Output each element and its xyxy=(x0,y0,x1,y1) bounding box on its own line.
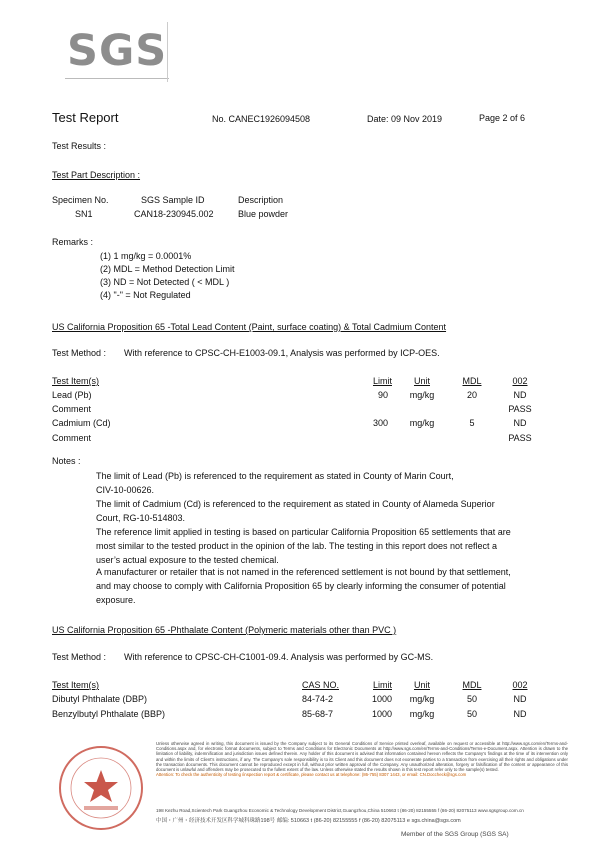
authenticity-note: Attention: To check the authenticity of testing /inspection report & certificate, please contact us at telephone: (86-755) 8307 1443, or email: CN.Doccheck@sgs.com xyxy=(156,772,467,778)
table2-result: ND xyxy=(513,694,527,704)
test-part-heading: Test Part Description : xyxy=(52,170,141,180)
specimen-value: SN1 xyxy=(75,209,93,219)
section2-method-text: With reference to CPSC-CH-C1001-09.4. Analysis was performed by GC-MS. xyxy=(124,652,434,662)
table2-unit: mg/kg xyxy=(409,709,435,719)
remark-item: (1) 1 mg/kg = 0.0001% xyxy=(100,251,192,261)
table2-unit: mg/kg xyxy=(409,694,435,704)
test-results-label: Test Results : xyxy=(52,141,107,151)
section2-method-label: Test Method : xyxy=(52,652,107,662)
logo-divider xyxy=(65,78,169,79)
footer-disclaimer xyxy=(156,741,568,777)
table1-result: PASS xyxy=(508,404,532,414)
table2-header-result: 002 xyxy=(512,680,528,690)
table2-limit: 1000 xyxy=(371,709,392,719)
note-line: The limit of Lead (Pb) is referenced to the requirement as stated in County of Marin Court, xyxy=(96,471,454,481)
note-line: and may choose to comply with California Proposition 65 by clearly informing the consumer of potential xyxy=(96,581,506,591)
report-date: Date: 09 Nov 2019 xyxy=(367,114,443,124)
table1-item: Comment xyxy=(52,404,92,414)
notes-label: Notes : xyxy=(52,456,81,466)
section1-heading: US California Proposition 65 -Total Lead Content (Paint, surface coating) & Total Cadmium Content xyxy=(52,322,447,332)
table1-header-unit: Unit xyxy=(413,376,430,386)
table1-limit: 90 xyxy=(377,390,388,400)
table2-item: Benzylbutyl Phthalate (BBP) xyxy=(52,709,166,719)
report-number: No. CANEC1926094508 xyxy=(212,114,311,124)
page-number: Page 2 of 6 xyxy=(479,113,526,123)
table2-result: ND xyxy=(513,709,527,719)
table2-header-cas: CAS NO. xyxy=(302,680,340,690)
report-title: Test Report xyxy=(52,110,119,125)
note-line: A manufacturer or retailer that is not named in the referenced settlement is not bound by that settlement, xyxy=(96,567,511,577)
table2-header-item: Test Item(s) xyxy=(52,680,100,690)
table2-header-limit: Limit xyxy=(372,680,392,690)
table2-mdl: 50 xyxy=(466,709,477,719)
table1-result: PASS xyxy=(508,433,532,443)
col-description: Description xyxy=(238,195,284,205)
note-line: most similar to the tested product in the opinion of the lab. The testing in this report does not reflect a xyxy=(96,541,498,551)
table1-item: Comment xyxy=(52,433,92,443)
table2-cas: 85-68-7 xyxy=(302,709,334,719)
logo-text: SGS xyxy=(67,26,168,76)
table1-mdl: 20 xyxy=(466,390,477,400)
col-specimen: Specimen No. xyxy=(52,195,109,205)
note-line: exposure. xyxy=(96,595,136,605)
table1-item: Lead (Pb) xyxy=(52,390,92,400)
footer-address-en: 198 Kezhu Road,Scientech Park Guangzhou Economic & Technology Development District,Guangzhou,China 510663 t (86-20) 82155555 f (86-20) 82075113 www.sgsgroup.com.cn xyxy=(156,808,524,813)
footer-address-cn: 中国・广州・经济技术开发区科学城科珠路198号 邮编: 510663 t (86-20) 82155555 f (86-20) 82075113 e sgs.china@sgs.com xyxy=(156,818,461,824)
description-value: Blue powder xyxy=(238,209,289,219)
remark-item: (4) "-" = Not Regulated xyxy=(100,290,191,300)
section1-method-text: With reference to CPSC-CH-E1003-09.1, Analysis was performed by ICP-OES. xyxy=(124,348,440,358)
remarks-label: Remarks : xyxy=(52,237,94,247)
table2-mdl: 50 xyxy=(466,694,477,704)
table1-result: ND xyxy=(513,418,527,428)
table1-header-mdl: MDL xyxy=(462,376,482,386)
table2-header-unit: Unit xyxy=(413,680,430,690)
table2-item: Dibutyl Phthalate (DBP) xyxy=(52,694,148,704)
sample-id-value: CAN18-230945.002 xyxy=(134,209,214,219)
table1-mdl: 5 xyxy=(469,418,475,428)
table2-header-mdl: MDL xyxy=(462,680,482,690)
section1-method-label: Test Method : xyxy=(52,348,107,358)
company-seal-stamp xyxy=(56,743,146,833)
seal-icon xyxy=(56,743,146,833)
table1-header-result: 002 xyxy=(512,376,528,386)
col-sample-id: SGS Sample ID xyxy=(141,195,205,205)
note-line: The limit of Cadmium (Cd) is referenced to the requirement as stated in County of Alameda Superior xyxy=(96,499,495,509)
table2-limit: 1000 xyxy=(371,694,392,704)
table1-header-limit: Limit xyxy=(372,376,392,386)
remark-item: (2) MDL = Method Detection Limit xyxy=(100,264,235,274)
note-line: Court, RG-10-514803. xyxy=(96,513,186,523)
note-line: CIV-10-00626. xyxy=(96,485,155,495)
member-of-sgs-group: Member of the SGS Group (SGS SA) xyxy=(401,831,509,838)
sgs-logo xyxy=(65,22,175,94)
logo-divider-vertical xyxy=(167,22,168,82)
section2-heading: US California Proposition 65 -Phthalate Content (Polymeric materials other than PVC ) xyxy=(52,625,397,635)
table1-header-item: Test Item(s) xyxy=(52,376,100,386)
disclaimer-text: Unless otherwise agreed in writing, this document is issued by the Company subject to its General Conditions of Service printed overleaf, available on request or accessible at http://www.sgs.com/en/Terms-and-Conditions.aspx and, for electronic format documents, subject to Terms and Conditions for Electronic Documents at http://www.sgs.com/en/Terms-and-Conditions/Terms-e-Document.aspx. Attention is drawn to the limitation of liability, indemnification and jurisdiction issues defined therein. Any holder of this document is advised that information contained hereon reflects the Company's findings at the time of its intervention only and within the limits of Client's instructions, if any. The Company's sole responsibility is to its Client and this document does not exonerate parties to a transaction from exercising all their rights and obligations under the transaction documents. This document cannot be reproduced except in full, without prior written approval of the Company. Any unauthorized alteration, forgery or falsification of the content or appearance of this document is unlawful and offenders may be prosecuted to the fullest extent of the law. Unless otherwise stated the results shown in this test report refer only to the sample(s) tested. xyxy=(156,741,568,773)
table1-result: ND xyxy=(513,390,527,400)
note-line: The reference limit applied in testing is based on particular California Proposition 65 settlements that are xyxy=(96,527,511,537)
table1-unit: mg/kg xyxy=(409,390,435,400)
table1-unit: mg/kg xyxy=(409,418,435,428)
remark-item: (3) ND = Not Detected ( < MDL ) xyxy=(100,277,230,287)
table1-item: Cadmium (Cd) xyxy=(52,418,111,428)
table1-limit: 300 xyxy=(372,418,388,428)
note-line: user’s actual exposure to the tested chemical. xyxy=(96,555,279,565)
table2-cas: 84-74-2 xyxy=(302,694,334,704)
